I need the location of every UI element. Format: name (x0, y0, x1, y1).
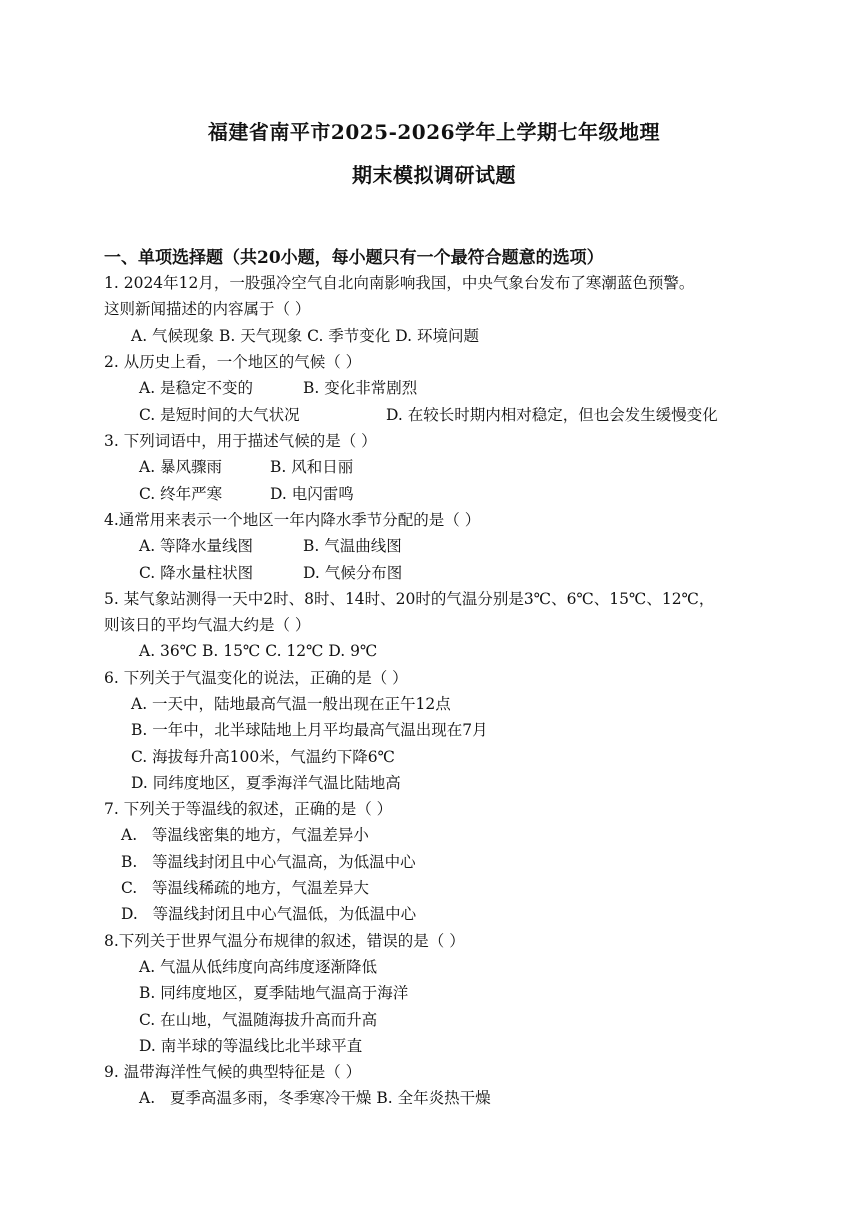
question-7-option-d: D. 等温线封闭且中心气温低，为低温中心 (121, 905, 417, 923)
question-8-stem: 8.下列关于世界气温分布规律的叙述，错误的是（ ） (104, 932, 465, 950)
question-2-option-b: B. 变化非常剧烈 (303, 379, 418, 397)
question-4-stem: 4.通常用来表示一个地区一年内降水季节分配的是（ ） (104, 511, 481, 529)
question-3-option-c: C. 终年严寒 (139, 485, 223, 503)
question-6-stem: 6. 下列关于气温变化的说法，正确的是（ ） (104, 669, 408, 687)
question-7-option-a: A. 等温线密集的地方，气温差异小 (121, 826, 369, 844)
question-5-options: A. 36℃ B. 15℃ C. 12℃ D. 9℃ (139, 642, 378, 660)
question-6-option-b: B. 一年中，北半球陆地上月平均最高气温出现在7月 (131, 721, 488, 739)
question-2-option-c: C. 是短时间的大气状况 (139, 406, 300, 424)
section-heading: 一、单项选择题（共20小题，每小题只有一个最符合题意的选项） (104, 248, 604, 268)
question-8-option-b: B. 同纬度地区，夏季陆地气温高于海洋 (139, 984, 409, 1002)
question-5-stem-line2: 则该日的平均气温大约是（ ） (104, 616, 311, 634)
question-3-option-b: B. 风和日丽 (270, 458, 354, 476)
question-2-option-a: A. 是稳定不变的 (139, 379, 254, 397)
question-1-stem-line1: 1. 2024年12月，一股强冷空气自北向南影响我国，中央气象台发布了寒潮蓝色预警。 (104, 274, 695, 292)
question-2-stem: 2. 从历史上看，一个地区的气候（ ） (104, 353, 362, 371)
question-3-option-d: D. 电闪雷鸣 (270, 485, 354, 503)
question-8-option-c: C. 在山地，气温随海拔升高而升高 (139, 1011, 378, 1029)
question-3-option-a: A. 暴风骤雨 (139, 458, 223, 476)
question-7-option-b: B. 等温线封闭且中心气温高，为低温中心 (121, 853, 416, 871)
question-6-option-a: A. 一天中，陆地最高气温一般出现在正午12点 (131, 695, 451, 713)
question-4-option-b: B. 气温曲线图 (303, 537, 402, 555)
question-6-option-d: D. 同纬度地区，夏季海洋气温比陆地高 (131, 774, 401, 792)
question-8-option-d: D. 南半球的等温线比北半球平直 (139, 1037, 363, 1055)
question-8-option-a: A. 气温从低纬度向高纬度逐渐降低 (139, 958, 378, 976)
question-6-option-c: C. 海拔每升高100米，气温约下降6℃ (131, 748, 395, 766)
question-1-options: A. 气候现象 B. 天气现象 C. 季节变化 D. 环境问题 (131, 327, 479, 345)
question-7-stem: 7. 下列关于等温线的叙述，正确的是（ ） (104, 800, 393, 818)
doc-title-line1: 福建省南平市2025-2026学年上学期七年级地理 (207, 120, 661, 144)
question-4-option-a: A. 等降水量线图 (139, 537, 254, 555)
question-5-stem-line1: 5. 某气象站测得一天中2时、8时、14时、20时的气温分别是3℃、6℃、15℃、12℃， (104, 590, 715, 608)
question-9-stem: 9. 温带海洋性气候的典型特征是（ ） (104, 1063, 362, 1081)
question-2-option-d: D. 在较长时期内相对稳定，但也会发生缓慢变化 (386, 406, 718, 424)
doc-title-line2: 期末模拟调研试题 (352, 163, 516, 187)
question-1-stem-line2: 这则新闻描述的内容属于（ ） (104, 300, 311, 318)
question-7-option-c: C. 等温线稀疏的地方，气温差异大 (121, 879, 370, 897)
question-9-options: A. 夏季高温多雨，冬季寒冷干燥 B. 全年炎热干燥 (139, 1089, 491, 1107)
question-3-stem: 3. 下列词语中，用于描述气候的是（ ） (104, 432, 377, 450)
question-4-option-d: D. 气候分布图 (303, 564, 403, 582)
question-4-option-c: C. 降水量柱状图 (139, 564, 254, 582)
